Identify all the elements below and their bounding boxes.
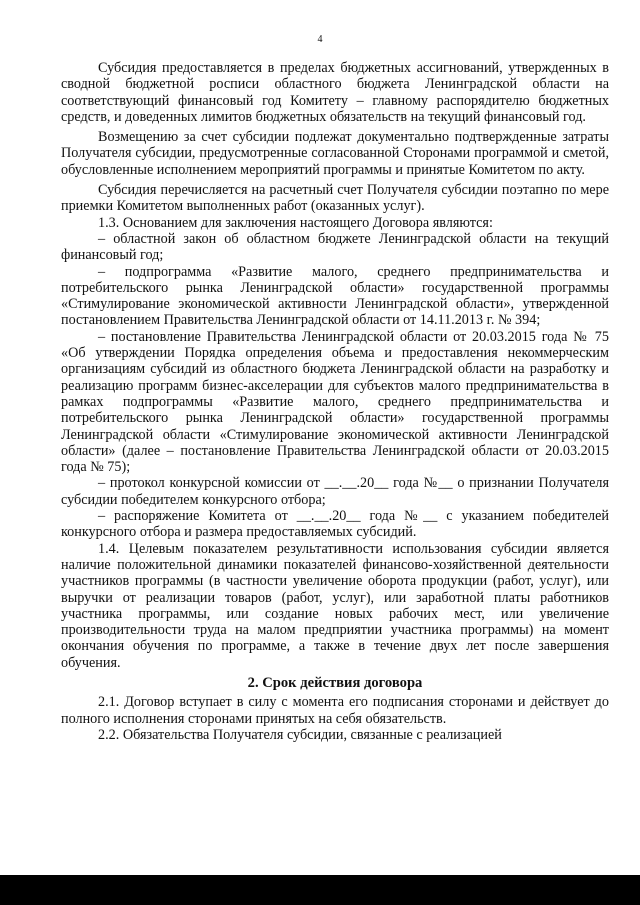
- page-number: 4: [317, 34, 323, 45]
- paragraph: Субсидия предоставляется в пределах бюджетных ассигнований, утвержденных в сводной бюджетной росписи областного бюджета Ленинградской области на соответствующий финансовый год Комитету – главному распорядителю бюджетных средств, и доведенных лимитов бюджетных обязательств на текущий финансовый год.: [61, 60, 609, 125]
- list-item: – подпрограмма «Развитие малого, среднего предпринимательства и потребительского рынка Ленинградской области» государственной программы «Стимулирование экономической активности Ленинградской области», утвержденной постановлением Правительства Ленинградской области от 14.11.2013 г. № 394;: [61, 263, 609, 329]
- paragraph: 1.4. Целевым показателем результативности использования субсидии является наличие положительной динамики показателей финансово-хозяйственной деятельности участников программы (в частности увеличение оборота продукции (работ, услуг), или выручки от реализации товаров (работ, услуг), или заработной платы работников участника программы, или создание новых рабочих мест, или увеличение производительности труда на малом предприятии участника программы) на момент окончания обучения по программе, а также в течение двух лет после завершения обучения.: [61, 540, 609, 671]
- list-item: – областной закон об областном бюджете Ленинградской области на текущий финансовый год;: [61, 230, 609, 264]
- list-item: – постановление Правительства Ленинградской области от 20.03.2015 года № 75 «Об утверждении Порядка определения объема и предоставления некоммерческим организациям субсидий из областного бюджета Ленинградской области на разработку и реализацию программ бизнес-акселерации для субъектов малого предпринимательства в рамках подпрограммы «Развитие малого, среднего предпринимательства и потребительского рынка Ленинградской области» государственной программы Ленинградской области «Стимулирование экономической активности Ленинградской области» (далее – постановление Правительства Ленинградской области от 20.03.2015 года № 75);: [61, 328, 609, 476]
- paragraph: 2.2. Обязательства Получателя субсидии, связанные с реализацией: [98, 726, 502, 743]
- paragraph: 1.3. Основанием для заключения настоящего Договора являются:: [98, 214, 493, 231]
- scan-bottom-edge: [0, 875, 640, 905]
- paragraph: Субсидия перечисляется на расчетный счет Получателя субсидии поэтапно по мере приемки Комитетом выполненных работ (оказанных услуг).: [61, 182, 609, 215]
- document-body: [61, 60, 609, 743]
- section-heading: 2. Срок действия договора: [247, 674, 423, 691]
- list-item: – протокол конкурсной комиссии от __.__.20__ года №__ о признании Получателя субсидии победителем конкурсного отбора;: [61, 475, 609, 508]
- list-item: – распоряжение Комитета от __.__.20__ года №__ с указанием победителей конкурсного отбора и размера предоставляемых субсидий.: [61, 508, 609, 541]
- paragraph: 2.1. Договор вступает в силу с момента его подписания сторонами и действует до полного исполнения сторонами принятых на себя обязательств.: [61, 694, 609, 727]
- paragraph: Возмещению за счет субсидии подлежат документально подтвержденные затраты Получателя субсидии, предусмотренные согласованной Сторонами программой и сметой, обусловленные исполнением мероприятий программы и принятые Комитетом по акту.: [61, 129, 609, 178]
